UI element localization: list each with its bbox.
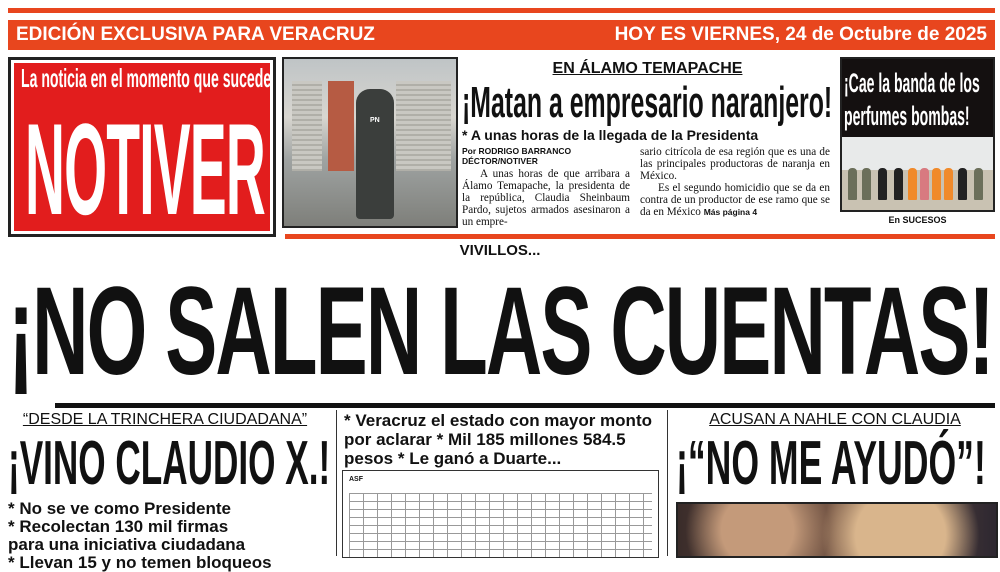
main-headline[interactable]: ¡NO SALEN LAS CUENTAS! bbox=[8, 262, 993, 401]
right-kicker: ACUSAN A NAHLE CON CLAUDIA bbox=[709, 411, 961, 428]
crowd-photo bbox=[676, 502, 998, 558]
right-headline[interactable]: ¡“NO ME AYUDÓ”! bbox=[676, 429, 986, 498]
story-column-2 bbox=[640, 146, 830, 218]
main-kicker: VIVILLOS... bbox=[459, 242, 541, 259]
audit-document-image bbox=[342, 470, 659, 558]
story-headline[interactable]: ¡Matan a empresario naranjero! bbox=[462, 78, 833, 127]
soldier-photo bbox=[282, 57, 458, 228]
arrest-photo bbox=[842, 137, 993, 210]
asf-logo: ASF bbox=[349, 476, 363, 483]
left-headline[interactable]: ¡VINO CLAUDIO X.! bbox=[8, 429, 331, 498]
paragraph: Es el segundo homicidio que se da en contra de un productor de ese ramo que se da en México bbox=[640, 182, 830, 218]
byline-author: Por RODRIGO BARRANCO bbox=[462, 146, 572, 156]
bullet: para una iniciativa ciudadana bbox=[8, 535, 246, 554]
bullet: * Llevan 15 y no temen bloqueos bbox=[8, 553, 272, 572]
bullet: * No se ve como Presidente bbox=[8, 499, 231, 518]
left-bullets bbox=[8, 500, 272, 572]
story-column-1: A unas horas de que arribara a Álamo Temapache, la presidenta de la república, Claudia Sheinbaum Pardo, sujetos armados asesinaron a un empre- bbox=[462, 168, 630, 228]
edition-banner bbox=[8, 20, 995, 50]
section-rule bbox=[285, 234, 995, 239]
vest-label: PN bbox=[370, 117, 380, 124]
story-kicker: EN ÁLAMO TEMAPACHE bbox=[552, 60, 743, 77]
notiver-logo[interactable] bbox=[8, 57, 276, 237]
left-kicker: “DESDE LA TRINCHERA CIUDADANA” bbox=[22, 411, 308, 428]
byline bbox=[462, 146, 571, 166]
edition-label: EDICIÓN EXCLUSIVA PARA VERACRUZ bbox=[16, 24, 375, 45]
continued-link[interactable]: Más página 4 bbox=[703, 207, 758, 217]
side-story[interactable] bbox=[840, 57, 995, 212]
side-caption: En SUCESOS bbox=[888, 215, 947, 225]
column-divider bbox=[336, 410, 337, 556]
middle-summary[interactable]: * Veracruz el estado con mayor monto por aclarar * Mil 185 millones 584.5 pesos * Le ganó a Duarte... bbox=[344, 411, 652, 468]
column-divider bbox=[667, 410, 668, 556]
headline-rule bbox=[55, 403, 995, 408]
top-rule bbox=[8, 8, 995, 13]
logo-tagline: La noticia en el momento que sucede bbox=[21, 63, 272, 93]
date-label: HOY ES VIERNES, 24 de Octubre de 2025 bbox=[614, 24, 987, 45]
story-subhead: * A unas horas de la llegada de la Presidenta bbox=[462, 127, 759, 143]
paragraph: sario citrícola de esa región que es una de las principales productoras de naranja en México. bbox=[640, 146, 830, 182]
logo-name: NOTIVER bbox=[25, 96, 265, 237]
side-headline: ¡Cae la banda de los perfumes bombas! bbox=[844, 68, 980, 131]
bullet: * Recolectan 130 mil firmas bbox=[8, 517, 229, 536]
byline-outlet: DÉCTOR/NOTIVER bbox=[462, 156, 538, 166]
